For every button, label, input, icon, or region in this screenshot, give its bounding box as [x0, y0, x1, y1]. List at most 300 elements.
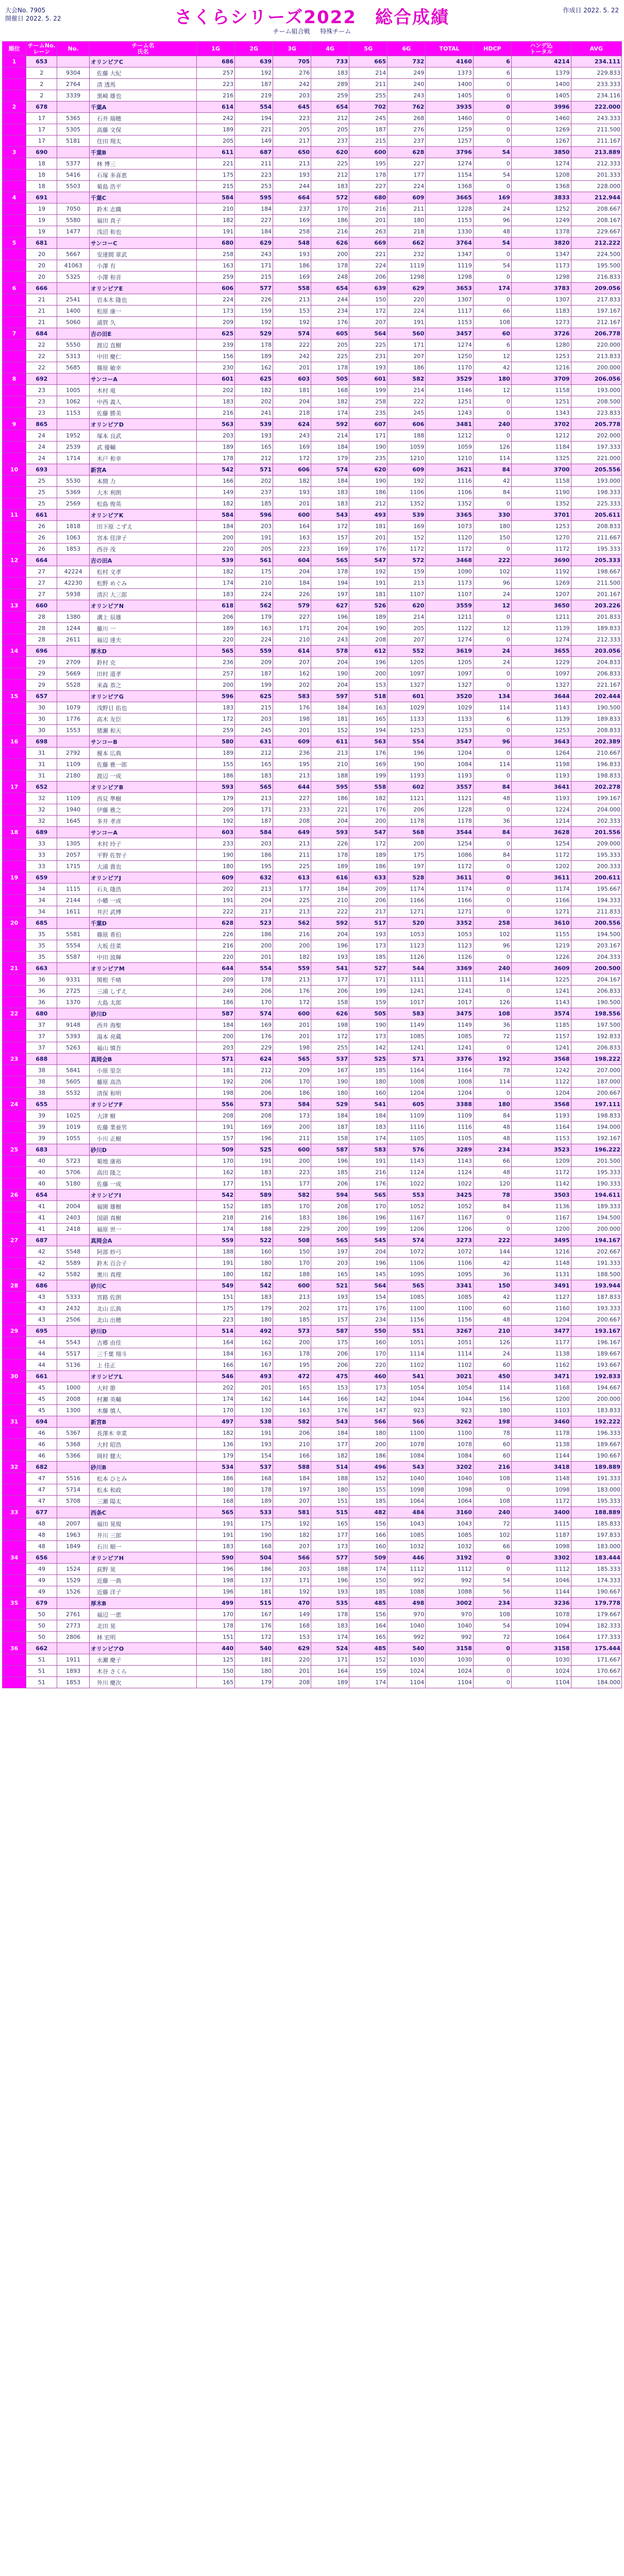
player-game-score: 162: [273, 668, 311, 680]
player-game-score: 183: [197, 589, 235, 600]
team-name: オリンピアN: [89, 600, 196, 612]
lane-number: 35: [26, 929, 57, 940]
rank-spacer: [3, 249, 26, 260]
rank-spacer: [3, 566, 26, 578]
player-name: 篠原 敏幸: [89, 362, 196, 374]
player-row: [3, 1473, 622, 1484]
team-number: 679: [26, 1598, 57, 1609]
player-game-score: 226: [311, 838, 349, 850]
team-game-score: 504: [235, 1552, 273, 1564]
rank-spacer: [3, 498, 26, 510]
player-total-with-hdcp: 1097: [511, 668, 571, 680]
player-game-score: 192: [235, 317, 273, 328]
player-total: 1373: [426, 67, 474, 79]
player-game-score: 169: [349, 759, 387, 770]
team-game-score: 620: [387, 600, 426, 612]
player-game-score: 1085: [387, 1530, 426, 1541]
player-game-score: 198: [311, 1020, 349, 1031]
lane-number: 26: [26, 544, 57, 555]
team-game-score: 562: [273, 918, 311, 929]
team-name: 砂川D: [89, 1144, 196, 1156]
rank-spacer: [3, 1076, 26, 1088]
player-game-score: 1040: [387, 1620, 426, 1632]
player-total: 1008: [426, 1076, 474, 1088]
player-game-score: 200: [273, 1337, 311, 1348]
player-row: [3, 929, 622, 940]
player-total-with-hdcp: 1253: [511, 725, 571, 736]
player-game-score: 172: [197, 714, 235, 725]
team-row: [3, 464, 622, 476]
player-name: 古郷 由佳: [89, 1337, 196, 1348]
player-name: 平野 佐智子: [89, 850, 196, 861]
player-total: 1271: [426, 906, 474, 918]
lane-number: 2: [26, 90, 57, 101]
player-game-score: 1085: [387, 1031, 426, 1042]
player-total: 1104: [426, 1677, 474, 1688]
player-game-score: 184: [197, 521, 235, 532]
player-game-score: 196: [197, 1586, 235, 1598]
player-row: [3, 1348, 622, 1360]
team-empty-no: [57, 918, 89, 929]
player-hdcp: 0: [473, 634, 511, 646]
player-average: 229.667: [571, 226, 621, 238]
team-game-score: 547: [349, 555, 387, 566]
player-name: 村瀬 英輔: [89, 1394, 196, 1405]
team-game-score: 554: [387, 736, 426, 748]
player-game-score: 176: [349, 748, 387, 759]
team-game-score: 601: [197, 374, 235, 385]
player-game-score: 203: [197, 430, 235, 442]
player-game-score: 169: [273, 215, 311, 226]
rank-spacer: [3, 1042, 26, 1054]
player-game-score: 224: [235, 634, 273, 646]
team-total: 3557: [426, 782, 474, 793]
player-game-score: 193: [273, 249, 311, 260]
team-name: 真岡会B: [89, 1054, 196, 1065]
player-game-score: 231: [349, 351, 387, 362]
lane-number: 42: [26, 1269, 57, 1280]
team-row: [3, 101, 622, 113]
player-game-score: 224: [235, 589, 273, 600]
player-game-score: 244: [311, 294, 349, 306]
player-name: 岩本木 隆也: [89, 294, 196, 306]
player-game-score: 174: [197, 578, 235, 589]
team-rank: 4: [3, 192, 26, 204]
rank-spacer: [3, 1609, 26, 1620]
player-average: 199.167: [571, 793, 621, 804]
team-game-score: 574: [273, 328, 311, 340]
player-game-score: 227: [349, 181, 387, 192]
player-name: 大浦 貴也: [89, 861, 196, 872]
team-game-score: 505: [349, 1008, 387, 1020]
player-game-score: 199: [235, 680, 273, 691]
player-game-score: 216: [311, 226, 349, 238]
team-total-with-hdcp: 3568: [511, 1099, 571, 1110]
team-game-score: 521: [311, 1280, 349, 1292]
player-game-score: 214: [349, 67, 387, 79]
team-hdcp: 222: [473, 1235, 511, 1246]
player-game-score: 152: [311, 725, 349, 736]
player-total: 1107: [426, 589, 474, 600]
player-game-score: 192: [273, 1518, 311, 1530]
player-total-with-hdcp: 1242: [511, 1065, 571, 1076]
player-game-score: 242: [197, 113, 235, 124]
member-number: 5516: [57, 1473, 89, 1484]
rank-spacer: [3, 1666, 26, 1677]
team-empty-no: [57, 328, 89, 340]
player-game-score: 196: [349, 657, 387, 668]
player-total: 1030: [426, 1654, 474, 1666]
team-row: [3, 1054, 622, 1065]
player-game-score: 180: [311, 1484, 349, 1496]
player-game-score: 196: [311, 1156, 349, 1167]
player-total: 1400: [426, 79, 474, 90]
player-game-score: 166: [273, 1450, 311, 1462]
team-average: 202.444: [571, 691, 621, 702]
player-game-score: 992: [387, 1575, 426, 1586]
player-game-score: 159: [235, 306, 273, 317]
lane-number: 20: [26, 249, 57, 260]
team-row: [3, 192, 622, 204]
lane-number: 31: [26, 770, 57, 782]
player-average: 206.833: [571, 986, 621, 997]
player-total-with-hdcp: 1212: [511, 430, 571, 442]
player-total-with-hdcp: 1253: [511, 521, 571, 532]
player-total-with-hdcp: 1252: [511, 204, 571, 215]
team-name: オリンピアF: [89, 1099, 196, 1110]
team-game-score: 566: [349, 1416, 387, 1428]
team-game-score: 523: [235, 918, 273, 929]
team-row: [3, 555, 622, 566]
team-game-score: 515: [311, 1507, 349, 1518]
team-rank: 34: [3, 1552, 26, 1564]
player-total: 1078: [426, 1439, 474, 1450]
player-game-score: 164: [349, 1620, 387, 1632]
team-empty-no: [57, 1416, 89, 1428]
player-game-score: 184: [311, 442, 349, 453]
player-game-score: 180: [235, 1258, 273, 1269]
player-hdcp: 66: [473, 306, 511, 317]
player-average: 200.000: [571, 1224, 621, 1235]
lane-number: 25: [26, 476, 57, 487]
team-game-score: 533: [235, 1507, 273, 1518]
team-empty-no: [57, 374, 89, 385]
team-game-score: 564: [349, 328, 387, 340]
player-game-score: 245: [235, 725, 273, 736]
player-game-score: 214: [311, 430, 349, 442]
player-game-score: 189: [235, 351, 273, 362]
member-number: 5367: [57, 1428, 89, 1439]
member-number: 5708: [57, 1496, 89, 1507]
player-name: 松本 ひとみ: [89, 1473, 196, 1484]
player-game-score: 167: [235, 1609, 273, 1620]
team-hdcp: 134: [473, 691, 511, 702]
team-name: オリンピアM: [89, 963, 196, 974]
player-game-score: 153: [273, 306, 311, 317]
team-empty-no: [57, 283, 89, 294]
player-hdcp: 36: [473, 1020, 511, 1031]
team-number: 690: [26, 147, 57, 158]
player-total: 1100: [426, 1428, 474, 1439]
player-game-score: 192: [387, 476, 426, 487]
player-game-score: 188: [387, 430, 426, 442]
player-game-score: 191: [197, 1530, 235, 1541]
player-row: [3, 1575, 622, 1586]
member-number: 1115: [57, 884, 89, 895]
player-game-score: 203: [235, 838, 273, 850]
lane-number: 30: [26, 725, 57, 736]
team-game-score: 573: [273, 1326, 311, 1337]
player-total: 970: [426, 1609, 474, 1620]
team-game-score: 553: [387, 1190, 426, 1201]
player-name: 井沢 武博: [89, 906, 196, 918]
team-game-score: 565: [273, 1054, 311, 1065]
team-game-score: 614: [273, 646, 311, 657]
player-game-score: 258: [273, 226, 311, 238]
player-row: [3, 1212, 622, 1224]
player-row: [3, 385, 622, 396]
team-rank: 27: [3, 1235, 26, 1246]
lane-number: 39: [26, 1110, 57, 1122]
team-game-score: 542: [197, 464, 235, 476]
rank-spacer: [3, 1303, 26, 1314]
player-average: 194.667: [571, 1382, 621, 1394]
lane-number: 50: [26, 1609, 57, 1620]
player-total-with-hdcp: 1270: [511, 532, 571, 544]
team-game-score: 600: [273, 1144, 311, 1156]
player-game-score: 1084: [387, 1450, 426, 1462]
team-hdcp: 192: [473, 1054, 511, 1065]
player-game-score: 210: [197, 204, 235, 215]
player-game-score: 220: [273, 1654, 311, 1666]
team-number: 689: [26, 827, 57, 838]
lane-number: 51: [26, 1666, 57, 1677]
player-average: 202.000: [571, 430, 621, 442]
player-hdcp: 0: [473, 906, 511, 918]
player-game-score: 1241: [387, 986, 426, 997]
player-name: 鈴木 志織: [89, 204, 196, 215]
player-row: [3, 1224, 622, 1235]
member-number: 9148: [57, 1020, 89, 1031]
player-game-score: 189: [197, 623, 235, 634]
member-number: 5263: [57, 1042, 89, 1054]
player-game-score: 242: [273, 79, 311, 90]
member-number: 5548: [57, 1246, 89, 1258]
player-row: [3, 1586, 622, 1598]
member-number: 2180: [57, 770, 89, 782]
player-row: [3, 453, 622, 464]
player-total-with-hdcp: 1274: [511, 634, 571, 646]
rank-spacer: [3, 1518, 26, 1530]
player-game-score: 180: [197, 1269, 235, 1280]
player-total-with-hdcp: 1211: [511, 612, 571, 623]
member-number: 5714: [57, 1484, 89, 1496]
player-game-score: 170: [311, 204, 349, 215]
team-hdcp: 210: [473, 1326, 511, 1337]
team-total: 3619: [426, 646, 474, 657]
player-total: 1116: [426, 476, 474, 487]
player-game-score: 1116: [387, 1122, 426, 1133]
player-game-score: 149: [235, 135, 273, 147]
lane-number: 23: [26, 408, 57, 419]
player-name: 宮本 佳津子: [89, 532, 196, 544]
player-game-score: 215: [197, 181, 235, 192]
member-number: 1893: [57, 1666, 89, 1677]
team-game-score: 493: [349, 510, 387, 521]
team-empty-no: [57, 782, 89, 793]
player-game-score: 195: [349, 158, 387, 170]
team-empty-no: [57, 192, 89, 204]
player-row: [3, 1654, 622, 1666]
player-game-score: 207: [273, 1496, 311, 1507]
player-game-score: 1204: [387, 1088, 426, 1099]
rank-spacer: [3, 1122, 26, 1133]
player-total-with-hdcp: 1193: [511, 1110, 571, 1122]
team-game-score: 633: [349, 872, 387, 884]
team-game-score: 572: [311, 192, 349, 204]
player-hdcp: 72: [473, 1031, 511, 1042]
team-game-score: 485: [349, 1598, 387, 1609]
player-game-score: 1352: [387, 498, 426, 510]
rank-spacer: [3, 67, 26, 79]
player-total: 1298: [426, 272, 474, 283]
player-name: 小川 正樹: [89, 1133, 196, 1144]
player-hdcp: 0: [473, 884, 511, 895]
player-game-score: 189: [235, 1496, 273, 1507]
player-game-score: 200: [273, 940, 311, 952]
team-row: [3, 1099, 622, 1110]
player-average: 187.833: [571, 1292, 621, 1303]
team-game-score: 650: [273, 147, 311, 158]
team-game-score: 571: [387, 1054, 426, 1065]
player-game-score: 162: [235, 362, 273, 374]
team-number: 698: [26, 736, 57, 748]
player-game-score: 1078: [387, 1439, 426, 1450]
team-game-score: 616: [311, 872, 349, 884]
player-average: 206.833: [571, 668, 621, 680]
team-empty-no: [57, 147, 89, 158]
player-game-score: 215: [349, 135, 387, 147]
player-total-with-hdcp: 1226: [511, 952, 571, 963]
player-game-score: 234: [349, 1314, 387, 1326]
team-game-score: 551: [387, 1326, 426, 1337]
player-hdcp: 180: [473, 521, 511, 532]
member-number: 5532: [57, 1088, 89, 1099]
team-game-score: 514: [311, 1462, 349, 1473]
player-total-with-hdcp: 1153: [511, 1133, 571, 1144]
player-game-score: 162: [235, 1394, 273, 1405]
player-total-with-hdcp: 1204: [511, 1088, 571, 1099]
player-game-score: 1112: [387, 1564, 426, 1575]
team-row: [3, 736, 622, 748]
player-name: 福山 慎吾: [89, 1042, 196, 1054]
team-row: [3, 1235, 622, 1246]
team-total: 4160: [426, 56, 474, 67]
team-game-score: 611: [197, 147, 235, 158]
player-game-score: 201: [273, 498, 311, 510]
player-total-with-hdcp: 1187: [511, 1530, 571, 1541]
player-row: [3, 430, 622, 442]
team-total-with-hdcp: 3503: [511, 1190, 571, 1201]
member-number: 5313: [57, 351, 89, 362]
team-game-score: 539: [387, 510, 426, 521]
player-game-score: 193: [273, 170, 311, 181]
player-game-score: 201: [349, 215, 387, 226]
player-total: 1154: [426, 170, 474, 181]
player-game-score: 201: [349, 532, 387, 544]
team-total: 3611: [426, 872, 474, 884]
player-total-with-hdcp: 1224: [511, 804, 571, 816]
team-game-score: 539: [235, 419, 273, 430]
player-name: 国頭 真樹: [89, 1212, 196, 1224]
team-game-score: 524: [311, 1643, 349, 1654]
player-row: [3, 1076, 622, 1088]
player-game-score: 1100: [387, 1303, 426, 1314]
player-average: 206.833: [571, 1042, 621, 1054]
team-game-score: 603: [197, 827, 235, 838]
player-game-score: 184: [311, 1110, 349, 1122]
player-game-score: 209: [197, 974, 235, 986]
player-game-score: 186: [197, 997, 235, 1008]
team-number: 682: [26, 1462, 57, 1473]
player-game-score: 169: [387, 521, 426, 532]
team-rank: 5: [3, 238, 26, 249]
column-header: 3G: [273, 42, 311, 56]
team-rank: 8: [3, 374, 26, 385]
player-total-with-hdcp: 1274: [511, 158, 571, 170]
player-game-score: 199: [349, 385, 387, 396]
player-game-score: 202: [273, 1303, 311, 1314]
member-number: 9331: [57, 974, 89, 986]
column-header: TOTAL: [426, 42, 474, 56]
player-game-score: 201: [273, 1666, 311, 1677]
player-game-score: 152: [387, 532, 426, 544]
team-hdcp: 180: [473, 1099, 511, 1110]
team-rank: 3: [3, 147, 26, 158]
player-name: 福田 真子: [89, 215, 196, 226]
rank-spacer: [3, 1620, 26, 1632]
player-total: 1029: [426, 702, 474, 714]
player-total-with-hdcp: 1253: [511, 351, 571, 362]
lane-number: 24: [26, 453, 57, 464]
player-total: 1164: [426, 1065, 474, 1076]
player-game-score: 208: [273, 1677, 311, 1688]
team-game-score: 529: [235, 328, 273, 340]
player-hdcp: 108: [473, 1473, 511, 1484]
player-game-score: 183: [311, 487, 349, 498]
player-game-score: 214: [387, 612, 426, 623]
team-hdcp: 169: [473, 192, 511, 204]
player-game-score: 203: [273, 1564, 311, 1575]
player-game-score: 213: [273, 906, 311, 918]
team-empty-no: [57, 1008, 89, 1020]
player-total-with-hdcp: 1098: [511, 1541, 571, 1552]
player-total: 1052: [426, 1201, 474, 1212]
team-game-score: 595: [311, 782, 349, 793]
player-total-with-hdcp: 1112: [511, 1564, 571, 1575]
team-empty-no: [57, 963, 89, 974]
player-game-score: 216: [197, 408, 235, 419]
column-header: AVG: [571, 42, 621, 56]
player-game-score: 206: [235, 1088, 273, 1099]
player-total: 1116: [426, 1122, 474, 1133]
member-number: 1524: [57, 1564, 89, 1575]
player-total: 1368: [426, 181, 474, 192]
team-game-score: 606: [197, 283, 235, 294]
team-total-with-hdcp: 3650: [511, 600, 571, 612]
player-game-score: 136: [197, 1439, 235, 1450]
team-rank: 36: [3, 1643, 26, 1654]
